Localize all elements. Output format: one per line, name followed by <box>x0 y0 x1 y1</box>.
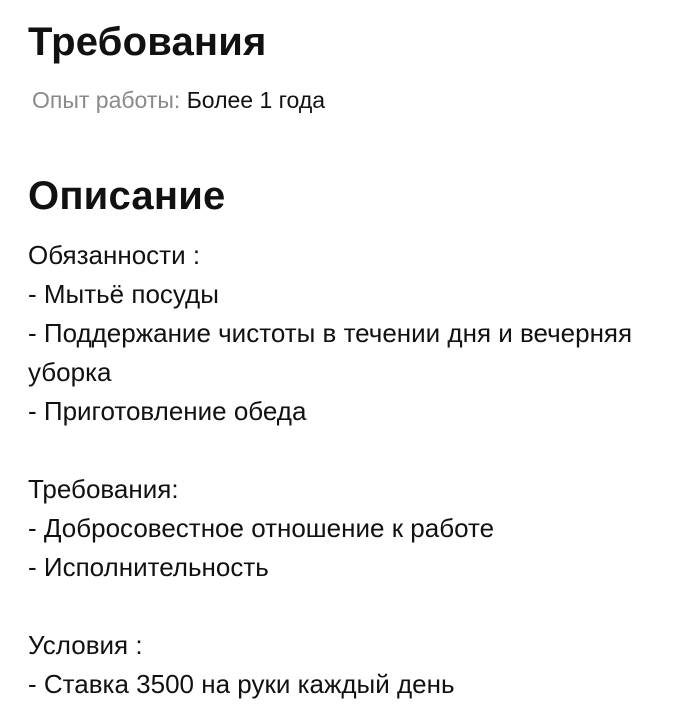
experience-row <box>32 87 325 114</box>
paragraph-gap <box>28 431 668 470</box>
description-body <box>28 236 668 704</box>
requirement-item: - Исполнительность <box>28 552 269 582</box>
requirements-title: Требования <box>28 20 267 64</box>
description-title: Описание <box>28 174 226 218</box>
condition-item: - Ставка 3500 на руки каждый день <box>28 669 455 699</box>
duty-item: - Приготовление обеда <box>28 396 307 426</box>
requirements-heading: Требования: <box>28 474 179 504</box>
experience-value: Более 1 года <box>186 87 326 113</box>
duties-heading: Обязанности : <box>28 240 201 270</box>
duty-item: - Поддержание чистоты в течении дня и вечерняя уборка <box>28 318 633 387</box>
next-line-cutoff <box>28 708 528 715</box>
paragraph-gap <box>28 587 668 626</box>
experience-label: Опыт работы: <box>32 87 181 113</box>
conditions-heading: Условия : <box>28 630 143 660</box>
requirement-item: - Добросовестное отношение к работе <box>28 513 495 543</box>
duty-item: - Мытьё посуды <box>28 279 219 309</box>
